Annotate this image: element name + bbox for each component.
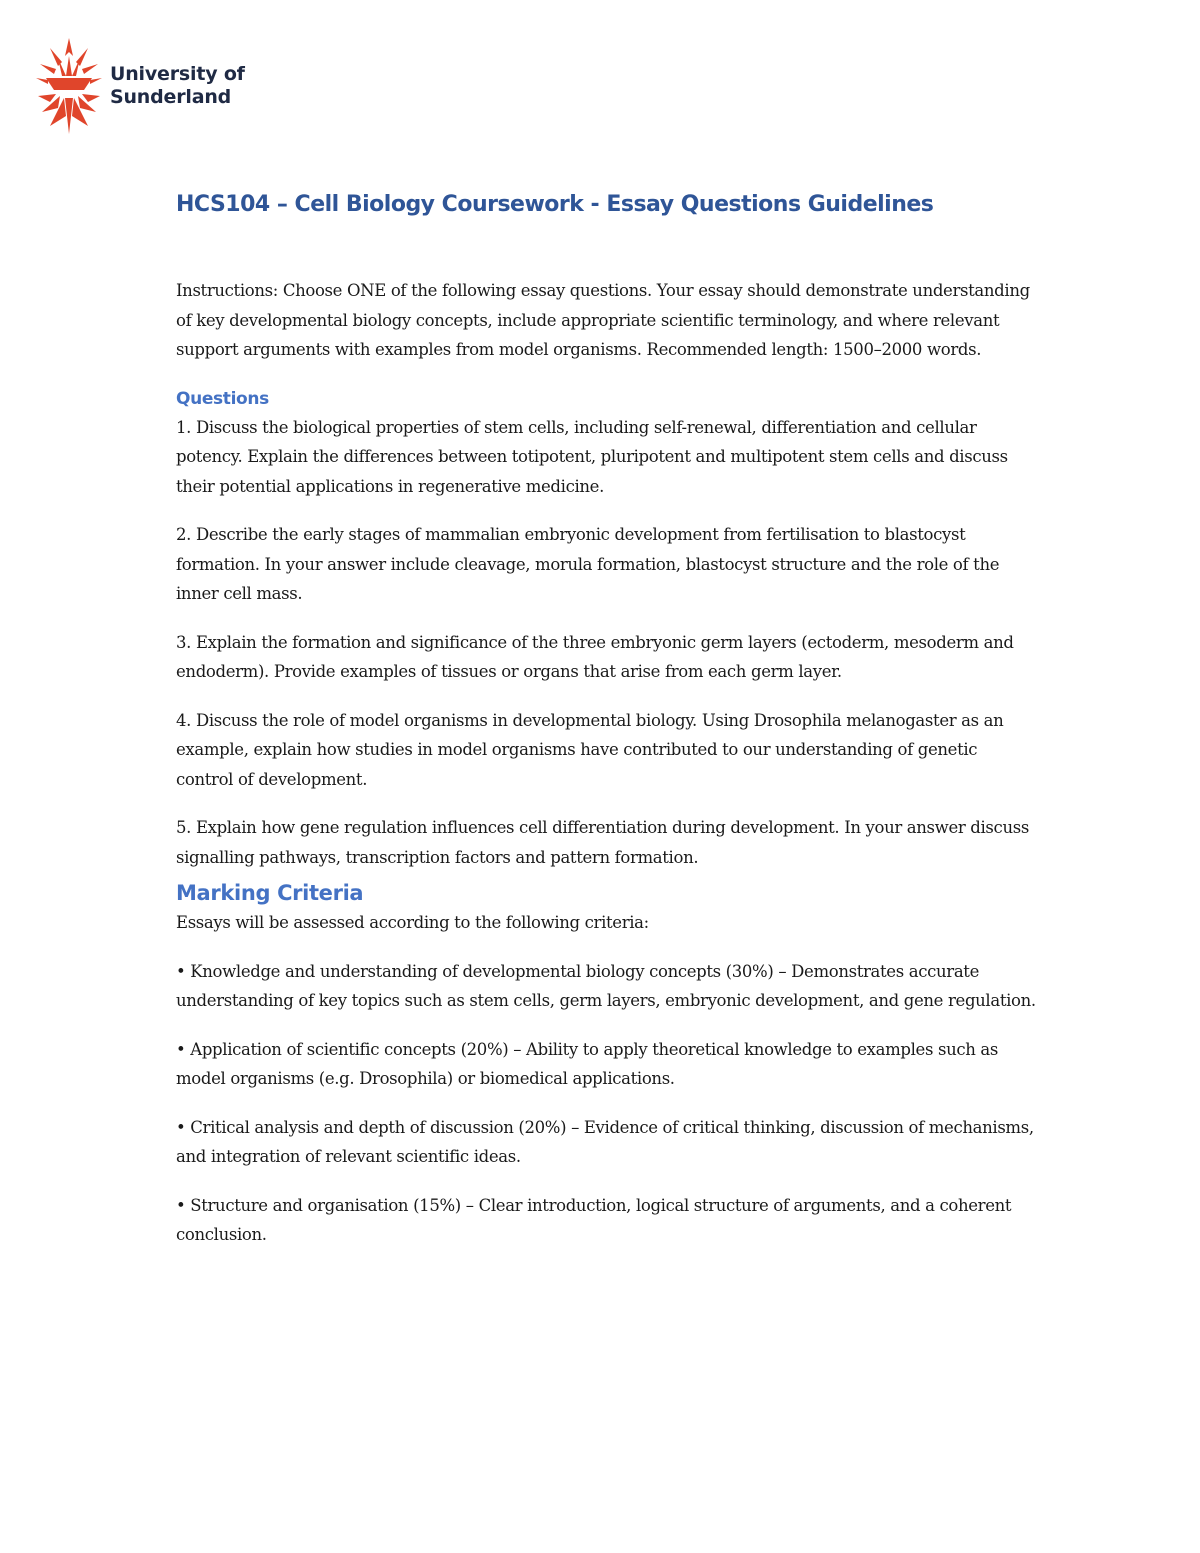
question-item-3: 3. Explain the formation and significance of the three embryonic germ layers (ectoderm, mesoderm and endoderm). Provide examples of tissues or organs that arise from each germ layer. <box>176 632 1014 681</box>
question-item-1: 1. Discuss the biological properties of stem cells, including self-renewal, differentiation and cellular potency. Explain the differences between totipotent, pluripotent and multipotent stem cells and discuss their potential applications in regenerative medicine. <box>176 417 1008 496</box>
question-item-4: 4. Discuss the role of model organisms in developmental biology. Using Drosophila melanogaster as an example, explain how studies in model organisms have contributed to our understanding of genetic control of development. <box>176 710 1004 789</box>
university-name-line1: University of <box>110 63 245 85</box>
marking-criteria-heading: Marking Criteria <box>176 881 364 905</box>
university-crest-icon <box>36 38 102 134</box>
question-item-5: 5. Explain how gene regulation influences cell differentiation during development. In your answer discuss signalling pathways, transcription factors and pattern formation. <box>176 818 1029 867</box>
criterion-knowledge: • Knowledge and understanding of developmental biology concepts (30%) – Demonstrates accurate understanding of key topics such as stem cells, germ layers, embryonic development, and gene regulation. <box>176 961 1036 1010</box>
question-item-2: 2. Describe the early stages of mammalian embryonic development from fertilisation to blastocyst formation. In your answer include cleavage, morula formation, blastocyst structure and the role of the inner cell mass. <box>176 525 1000 603</box>
criterion-critical-analysis: • Critical analysis and depth of discussion (20%) – Evidence of critical thinking, discussion of mechanisms, and integration of relevant scientific ideas. <box>176 1117 1034 1166</box>
criterion-application: • Application of scientific concepts (20%) – Ability to apply theoretical knowledge to examples such as model organisms (e.g. Drosophila) or biomedical applications. <box>176 1039 999 1088</box>
page-title: HCS104 – Cell Biology Coursework - Essay Questions Guidelines <box>176 192 934 217</box>
criterion-structure: • Structure and organisation (15%) – Clear introduction, logical structure of arguments, and a coherent conclusion. <box>176 1195 1012 1244</box>
university-name-line2: Sunderland <box>110 86 232 108</box>
instructions-paragraph: Instructions: Choose ONE of the following essay questions. Your essay should demonstrate understanding of key developmental biology concepts, include appropriate scientific terminology, and where relevant support arguments with examples from model organisms. Recommended length: 1500–2000 words. <box>176 281 1030 359</box>
questions-heading: Questions <box>176 388 269 409</box>
document-body <box>176 276 1036 1269</box>
marking-criteria-intro: Essays will be assessed according to the following criteria: <box>176 913 649 932</box>
university-logo <box>36 38 245 134</box>
university-name <box>110 63 245 109</box>
